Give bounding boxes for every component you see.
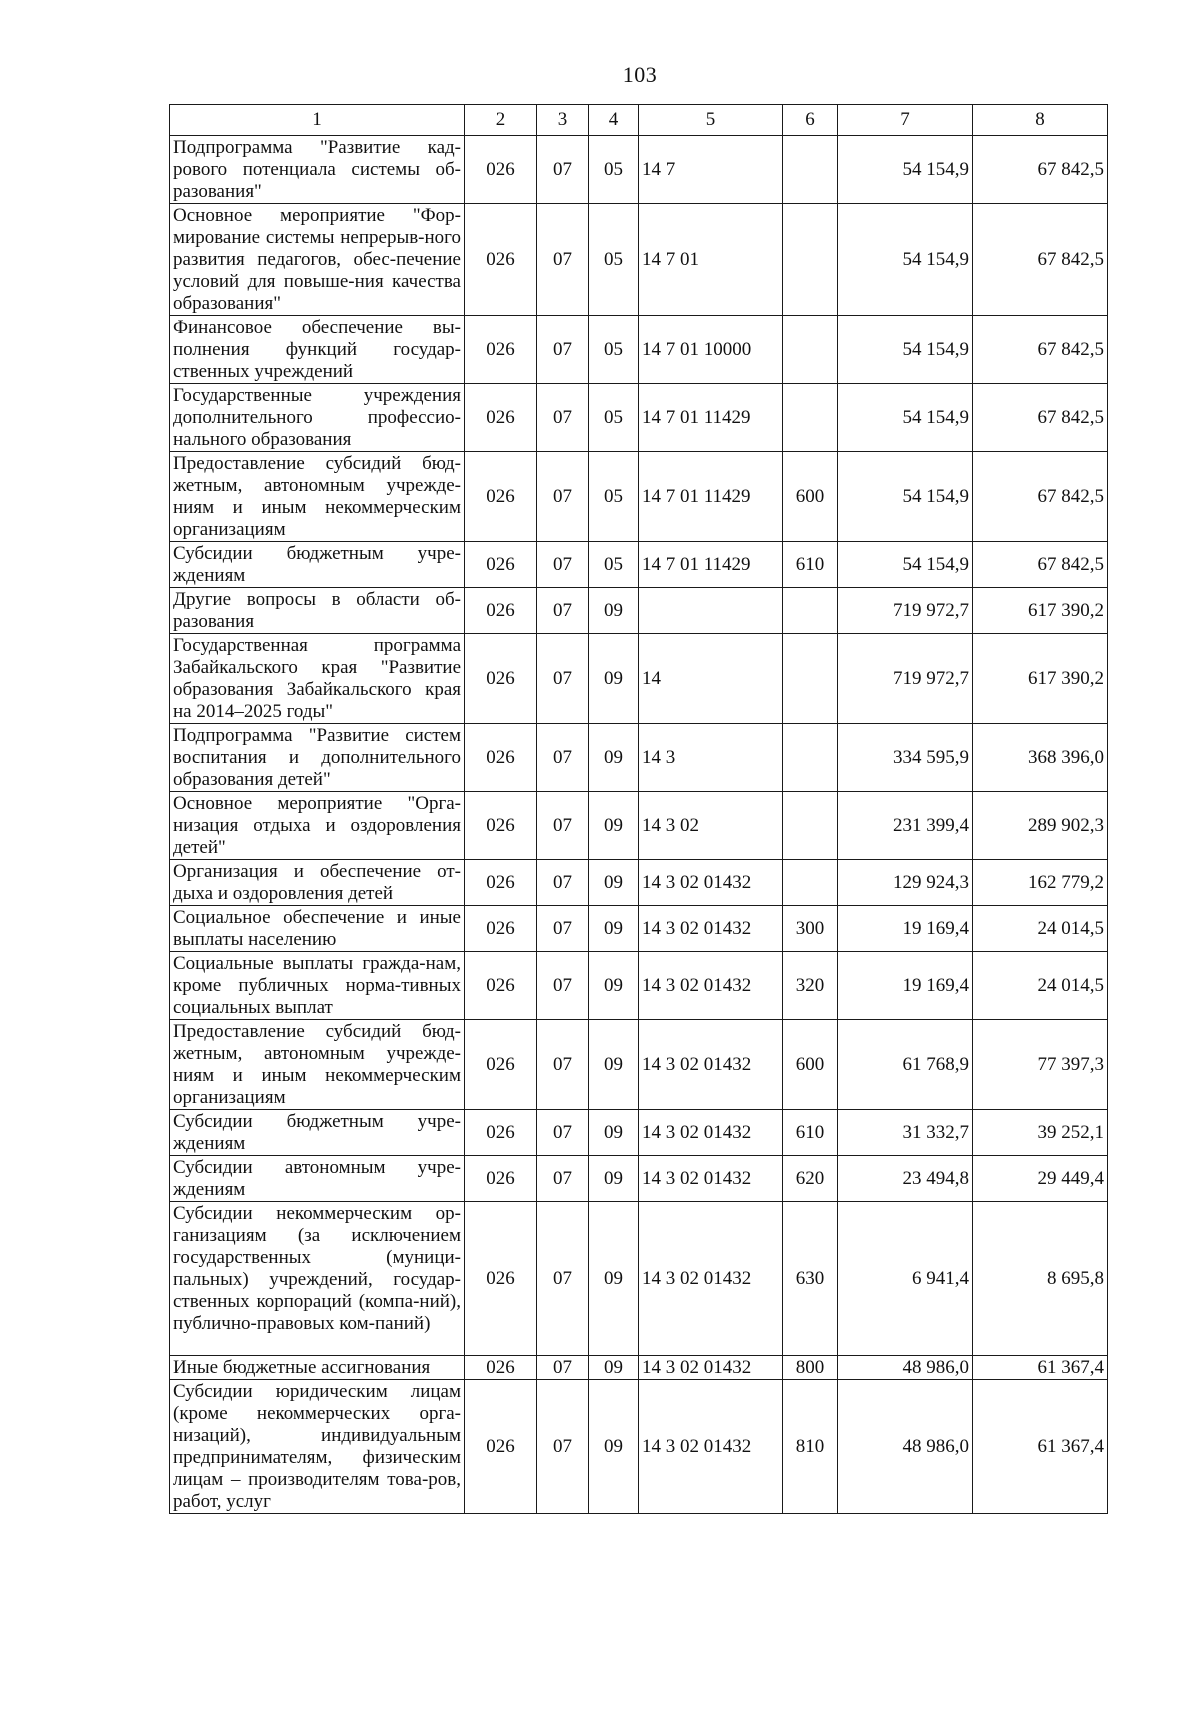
ministry-code-cell: 026 [465, 724, 537, 792]
amount-col8-cell: 67 842,5 [973, 136, 1108, 204]
row-name-cell: Субсидии автономным учре-ждениям [170, 1156, 465, 1202]
target-article-cell: 14 3 02 [639, 792, 783, 860]
table-row [170, 634, 1108, 724]
subsection-code-cell: 09 [589, 634, 639, 724]
column-header: 5 [639, 105, 783, 136]
subsection-code-cell: 05 [589, 316, 639, 384]
amount-col8-cell: 77 397,3 [973, 1020, 1108, 1110]
subsection-code-cell: 05 [589, 384, 639, 452]
ministry-code-cell: 026 [465, 588, 537, 634]
amount-col8-cell: 61 367,4 [973, 1380, 1108, 1514]
ministry-code-cell: 026 [465, 906, 537, 952]
row-name-cell: Иные бюджетные ассигнования [170, 1356, 465, 1380]
expense-type-cell [783, 316, 838, 384]
target-article-cell: 14 3 02 01432 [639, 1380, 783, 1514]
amount-col7-cell: 719 972,7 [838, 588, 973, 634]
subsection-code-cell: 09 [589, 906, 639, 952]
target-article-cell: 14 7 01 [639, 204, 783, 316]
amount-col7-cell: 6 941,4 [838, 1202, 973, 1356]
expense-type-cell: 800 [783, 1356, 838, 1380]
row-name-cell: Субсидии некоммерческим ор-ганизациям (за исключением государственных (муници-пальных) учреждений, государ-ственных корпораций (компа-ний), публично-правовых ком-паний) [170, 1202, 465, 1356]
ministry-code-cell: 026 [465, 452, 537, 542]
column-header: 4 [589, 105, 639, 136]
column-header: 7 [838, 105, 973, 136]
ministry-code-cell: 026 [465, 1110, 537, 1156]
column-header: 6 [783, 105, 838, 136]
row-name-cell: Подпрограмма "Развитие кад-рового потенциала системы об-разования" [170, 136, 465, 204]
section-code-cell: 07 [537, 542, 589, 588]
target-article-cell: 14 7 01 11429 [639, 384, 783, 452]
amount-col7-cell: 31 332,7 [838, 1110, 973, 1156]
amount-col8-cell: 67 842,5 [973, 542, 1108, 588]
expense-type-cell [783, 724, 838, 792]
section-code-cell: 07 [537, 588, 589, 634]
expense-type-cell: 630 [783, 1202, 838, 1356]
section-code-cell: 07 [537, 1156, 589, 1202]
target-article-cell: 14 3 02 01432 [639, 1020, 783, 1110]
amount-col7-cell: 54 154,9 [838, 204, 973, 316]
target-article-cell: 14 3 02 01432 [639, 1202, 783, 1356]
amount-col7-cell: 54 154,9 [838, 542, 973, 588]
amount-col8-cell: 24 014,5 [973, 952, 1108, 1020]
expense-type-cell: 610 [783, 542, 838, 588]
row-name-cell: Государственные учреждения дополнительного профессио-нального образования [170, 384, 465, 452]
section-code-cell: 07 [537, 634, 589, 724]
subsection-code-cell: 09 [589, 952, 639, 1020]
table-row [170, 384, 1108, 452]
expense-type-cell [783, 136, 838, 204]
section-code-cell: 07 [537, 316, 589, 384]
table-row [170, 1202, 1108, 1356]
expense-type-cell [783, 860, 838, 906]
amount-col7-cell: 54 154,9 [838, 316, 973, 384]
section-code-cell: 07 [537, 1380, 589, 1514]
table-row [170, 724, 1108, 792]
expense-type-cell [783, 588, 838, 634]
table-row [170, 792, 1108, 860]
amount-col7-cell: 23 494,8 [838, 1156, 973, 1202]
amount-col8-cell: 368 396,0 [973, 724, 1108, 792]
ministry-code-cell: 026 [465, 542, 537, 588]
table-row [170, 204, 1108, 316]
row-name-cell: Финансовое обеспечение вы-полнения функций государ-ственных учреждений [170, 316, 465, 384]
row-name-cell: Государственная программа Забайкальского края "Развитие образования Забайкальского края на 2014–2025 годы" [170, 634, 465, 724]
section-code-cell: 07 [537, 906, 589, 952]
target-article-cell: 14 7 01 10000 [639, 316, 783, 384]
amount-col7-cell: 719 972,7 [838, 634, 973, 724]
ministry-code-cell: 026 [465, 634, 537, 724]
subsection-code-cell: 09 [589, 1020, 639, 1110]
table-body [170, 136, 1108, 1514]
target-article-cell: 14 [639, 634, 783, 724]
target-article-cell: 14 7 01 11429 [639, 542, 783, 588]
target-article-cell: 14 3 02 01432 [639, 1156, 783, 1202]
section-code-cell: 07 [537, 1020, 589, 1110]
expense-type-cell: 610 [783, 1110, 838, 1156]
ministry-code-cell: 026 [465, 136, 537, 204]
amount-col7-cell: 54 154,9 [838, 384, 973, 452]
target-article-cell: 14 7 [639, 136, 783, 204]
expense-type-cell [783, 634, 838, 724]
table-row [170, 452, 1108, 542]
section-code-cell: 07 [537, 136, 589, 204]
amount-col8-cell: 289 902,3 [973, 792, 1108, 860]
table-row [170, 1110, 1108, 1156]
ministry-code-cell: 026 [465, 384, 537, 452]
amount-col7-cell: 54 154,9 [838, 136, 973, 204]
amount-col8-cell: 617 390,2 [973, 588, 1108, 634]
ministry-code-cell: 026 [465, 1380, 537, 1514]
amount-col8-cell: 24 014,5 [973, 906, 1108, 952]
page-number: 103 [622, 62, 658, 87]
target-article-cell: 14 3 [639, 724, 783, 792]
amount-col8-cell: 67 842,5 [973, 316, 1108, 384]
target-article-cell: 14 3 02 01432 [639, 860, 783, 906]
expense-type-cell: 600 [783, 1020, 838, 1110]
subsection-code-cell: 09 [589, 724, 639, 792]
expense-type-cell: 600 [783, 452, 838, 542]
amount-col7-cell: 54 154,9 [838, 452, 973, 542]
table-row [170, 860, 1108, 906]
amount-col8-cell: 39 252,1 [973, 1110, 1108, 1156]
row-name-cell: Организация и обеспечение от-дыха и оздоровления детей [170, 860, 465, 906]
target-article-cell: 14 7 01 11429 [639, 452, 783, 542]
subsection-code-cell: 09 [589, 1380, 639, 1514]
ministry-code-cell: 026 [465, 1156, 537, 1202]
column-header: 1 [170, 105, 465, 136]
subsection-code-cell: 05 [589, 452, 639, 542]
section-code-cell: 07 [537, 792, 589, 860]
column-header: 2 [465, 105, 537, 136]
expense-type-cell [783, 792, 838, 860]
amount-col8-cell: 8 695,8 [973, 1202, 1108, 1356]
row-name-cell: Предоставление субсидий бюд-жетным, автономным учрежде-ниям и иным некоммерческим организациям [170, 1020, 465, 1110]
amount-col8-cell: 29 449,4 [973, 1156, 1108, 1202]
row-name-cell: Субсидии бюджетным учре-ждениям [170, 542, 465, 588]
table-row [170, 1356, 1108, 1380]
row-name-cell: Основное мероприятие "Орга-низация отдыха и оздоровления детей" [170, 792, 465, 860]
expense-type-cell: 300 [783, 906, 838, 952]
subsection-code-cell: 05 [589, 204, 639, 316]
subsection-code-cell: 09 [589, 1156, 639, 1202]
target-article-cell [639, 588, 783, 634]
subsection-code-cell: 05 [589, 136, 639, 204]
table-row [170, 906, 1108, 952]
amount-col8-cell: 162 779,2 [973, 860, 1108, 906]
expense-type-cell: 620 [783, 1156, 838, 1202]
table-row [170, 1020, 1108, 1110]
section-code-cell: 07 [537, 1202, 589, 1356]
ministry-code-cell: 026 [465, 860, 537, 906]
row-name-cell: Субсидии бюджетным учре-ждениям [170, 1110, 465, 1156]
target-article-cell: 14 3 02 01432 [639, 1110, 783, 1156]
section-code-cell: 07 [537, 1110, 589, 1156]
row-name-cell: Социальное обеспечение и иные выплаты населению [170, 906, 465, 952]
ministry-code-cell: 026 [465, 792, 537, 860]
row-name-cell: Предоставление субсидий бюд-жетным, автономным учрежде-ниям и иным некоммерческим организациям [170, 452, 465, 542]
ministry-code-cell: 026 [465, 316, 537, 384]
budget-table [169, 104, 1108, 1514]
amount-col7-cell: 48 986,0 [838, 1356, 973, 1380]
expense-type-cell [783, 204, 838, 316]
amount-col8-cell: 61 367,4 [973, 1356, 1108, 1380]
row-name-cell: Основное мероприятие "Фор-мирование системы непрерыв-ного развития педагогов, обес-печение условий для повыше-ния качества образования" [170, 204, 465, 316]
section-code-cell: 07 [537, 952, 589, 1020]
ministry-code-cell: 026 [465, 1202, 537, 1356]
subsection-code-cell: 09 [589, 588, 639, 634]
column-header: 8 [973, 105, 1108, 136]
amount-col7-cell: 48 986,0 [838, 1380, 973, 1514]
table-row [170, 952, 1108, 1020]
amount-col7-cell: 129 924,3 [838, 860, 973, 906]
subsection-code-cell: 09 [589, 792, 639, 860]
expense-type-cell: 810 [783, 1380, 838, 1514]
section-code-cell: 07 [537, 452, 589, 542]
row-name-cell: Субсидии юридическим лицам (кроме некоммерческих орга-низаций), индивидуальным предпринимателям, физическим лицам – производителям това-ров, работ, услуг [170, 1380, 465, 1514]
ministry-code-cell: 026 [465, 1020, 537, 1110]
table-row [170, 1380, 1108, 1514]
amount-col7-cell: 231 399,4 [838, 792, 973, 860]
ministry-code-cell: 026 [465, 952, 537, 1020]
row-name-cell: Другие вопросы в области об-разования [170, 588, 465, 634]
subsection-code-cell: 09 [589, 1110, 639, 1156]
subsection-code-cell: 05 [589, 542, 639, 588]
subsection-code-cell: 09 [589, 1202, 639, 1356]
section-code-cell: 07 [537, 724, 589, 792]
row-name-cell: Подпрограмма "Развитие систем воспитания и дополнительного образования детей" [170, 724, 465, 792]
amount-col7-cell: 19 169,4 [838, 906, 973, 952]
row-name-cell: Социальные выплаты гражда-нам, кроме публичных норма-тивных социальных выплат [170, 952, 465, 1020]
section-code-cell: 07 [537, 204, 589, 316]
subsection-code-cell: 09 [589, 1356, 639, 1380]
table-row [170, 136, 1108, 204]
target-article-cell: 14 3 02 01432 [639, 952, 783, 1020]
amount-col8-cell: 67 842,5 [973, 204, 1108, 316]
table-row [170, 316, 1108, 384]
target-article-cell: 14 3 02 01432 [639, 1356, 783, 1380]
amount-col7-cell: 19 169,4 [838, 952, 973, 1020]
expense-type-cell [783, 384, 838, 452]
section-code-cell: 07 [537, 1356, 589, 1380]
column-number-row [170, 105, 1108, 136]
amount-col8-cell: 67 842,5 [973, 384, 1108, 452]
table-row [170, 1156, 1108, 1202]
section-code-cell: 07 [537, 384, 589, 452]
expense-type-cell: 320 [783, 952, 838, 1020]
table-row [170, 542, 1108, 588]
amount-col8-cell: 67 842,5 [973, 452, 1108, 542]
amount-col8-cell: 617 390,2 [973, 634, 1108, 724]
amount-col7-cell: 61 768,9 [838, 1020, 973, 1110]
section-code-cell: 07 [537, 860, 589, 906]
ministry-code-cell: 026 [465, 204, 537, 316]
amount-col7-cell: 334 595,9 [838, 724, 973, 792]
ministry-code-cell: 026 [465, 1356, 537, 1380]
subsection-code-cell: 09 [589, 860, 639, 906]
column-header: 3 [537, 105, 589, 136]
target-article-cell: 14 3 02 01432 [639, 906, 783, 952]
table-row [170, 588, 1108, 634]
